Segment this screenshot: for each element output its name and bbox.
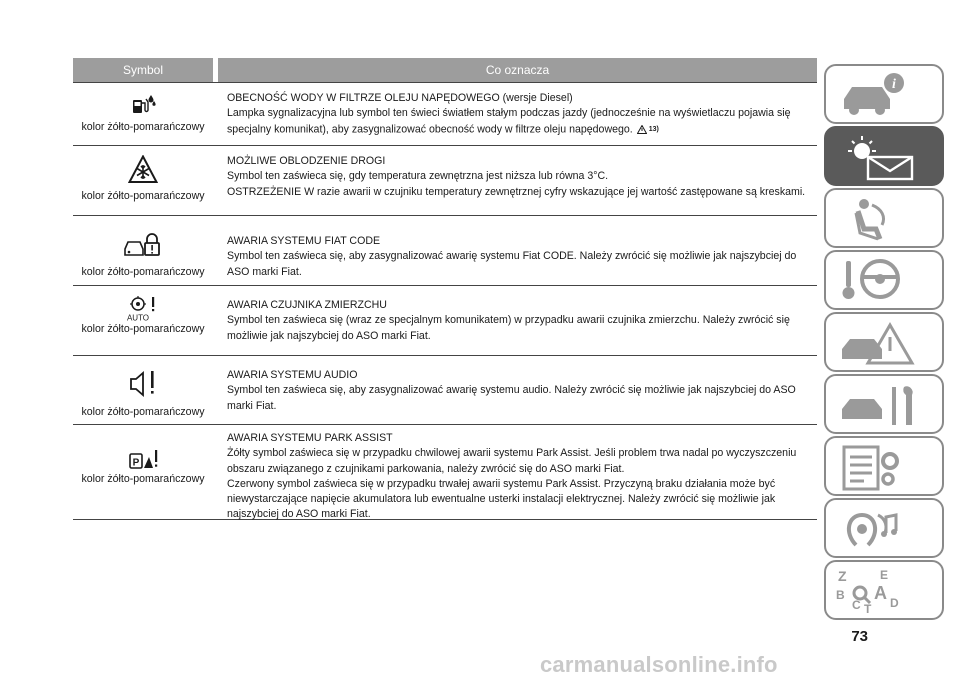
color-label: kolor żółto-pomarańczowy [81,323,205,335]
water-in-diesel-filter-icon [73,91,213,117]
tab-maintenance[interactable] [824,374,944,434]
svg-text:P: P [132,457,140,469]
row-title: AWARIA SYSTEMU PARK ASSIST [227,432,393,444]
car-maintenance-tools-icon [834,381,934,431]
meaning-cell [213,83,817,145]
row-title: AWARIA SYSTEMU AUDIO [227,369,358,381]
table-row [73,146,817,216]
meaning-cell [213,425,817,519]
index-letter: Z [838,568,847,584]
row-text: Żółty symbol zaświeca się w przypadku chwilowej awarii systemu Park Assist. Jeśli problem trwa nadal po wyczyszczeniu obszaru związanego z czujnikami parkowania, należy zwrócić się do ASO marki Fiat. [227,447,797,475]
auto-sensor-failure-icon [73,296,213,322]
tab-warning-lights[interactable] [824,126,944,186]
audio-failure-icon [73,368,213,400]
symbol-cell [73,216,213,285]
table-row [73,216,817,286]
meaning-cell [213,286,817,355]
row-text-red: Czerwony symbol zaświeca się w przypadku trwałej awarii systemu Park Assist. Przyczyną braku działania może być niewystarczające napięcie akumulatora lub ewentualne usterki instalacji elektrycznej. Należy zwrócić się możliwie jak najszybciej do ASO marki Fiat. [227,477,776,521]
color-label: kolor żółto-pomarańczowy [81,406,205,418]
reference-note: 13) [637,122,659,137]
row-text: Symbol ten zaświeca się (wraz ze specjalnym komunikatem) w przypadku awarii czujnika zmierzchu. Należy zwrócić się możliwie jak najszybciej do ASO marki Fiat. [227,314,790,342]
multimedia-icon [834,505,934,555]
auto-label: AUTO [126,313,150,322]
page-number: 73 [851,628,868,645]
meaning-cell [213,216,817,285]
row-warning-text: OSTRZEŻENIE W razie awarii w czujniku temperatury zewnętrznej cyfry wskazujące jej wartość zastępowane są kreskami. [227,185,806,198]
symbol-cell [73,425,213,519]
warning-light-message-icon [834,133,934,183]
index-letter: C [852,598,861,612]
symbol-cell [73,83,213,145]
meaning-cell [213,356,817,424]
color-label: kolor żółto-pomarańczowy [81,190,205,202]
index-letter: D [890,596,899,610]
table-row [73,82,817,146]
table-row [73,425,817,520]
index-letter: E [880,568,889,582]
color-label: kolor żółto-pomarańczowy [81,266,205,278]
seat-airbag-icon [834,195,934,245]
row-title: AWARIA CZUJNIKA ZMIERZCHU [227,299,387,311]
symbol-cell [73,286,213,355]
header-symbol: Symbol [73,58,213,82]
index-letter: T [864,602,872,616]
meaning-cell [213,146,817,215]
fiat-code-failure-icon [73,230,213,260]
row-text: Symbol ten zaświeca się, aby zasygnalizować awarię systemu Fiat CODE. Należy zwrócić się możliwie jak najszybciej do ASO marki Fiat. [227,250,797,278]
tab-starting-driving[interactable] [824,250,944,310]
row-text: Symbol ten zaświeca się, gdy temperatura zewnętrzna jest niższa lub równa 3°C. [227,170,609,183]
table-row [73,286,817,356]
alphabetical-index-icon [834,567,934,617]
symbol-cell [73,146,213,215]
steering-key-icon [834,257,934,307]
color-label: kolor żółto-pomarańczowy [81,121,205,133]
car-info-icon [834,71,934,121]
ice-warning-icon [73,154,213,186]
tab-multimedia[interactable] [824,498,944,558]
table-row [73,356,817,425]
row-title: OBECNOŚĆ WODY W FILTRZE OLEJU NAPĘDOWEGO (wersje Diesel) [227,92,573,104]
warning-triangle-icon [637,125,647,134]
tab-technical-data[interactable] [824,436,944,496]
color-label: kolor żółto-pomarańczowy [81,473,205,485]
row-title: AWARIA SYSTEMU FIAT CODE [227,235,381,247]
row-text: Symbol ten zaświeca się, aby zasygnalizować awarię systemu audio. Należy zwrócić się możliwie jak najszybciej do ASO marki Fiat. [227,384,796,412]
park-assist-failure-icon [73,447,213,471]
index-letter: B [836,588,845,602]
tab-emergency[interactable] [824,312,944,372]
header-meaning: Co oznacza [218,58,817,82]
row-title: MOŻLIWE OBLODZENIE DROGI [227,155,386,167]
watermark: carmanualsonline.info [540,652,778,677]
svg-text:i: i [892,77,896,92]
table-header [73,58,817,82]
tab-index[interactable] [824,560,944,620]
tab-safety[interactable] [824,188,944,248]
car-breakdown-icon [834,319,934,369]
row-text: Lampka sygnalizacyjna lub symbol ten świeci światłem stałym podczas jazdy (jednocześnie na wyświetlaczu pojawia się specjalny komunikat), aby zasygnalizować obecność wody w filtrze oleju napędowego. 13) [227,107,791,136]
symbol-cell [73,356,213,424]
specifications-gear-icon [834,443,934,493]
tab-car-info[interactable] [824,64,944,124]
warning-lights-table [73,58,817,520]
index-letter: A [874,583,887,603]
